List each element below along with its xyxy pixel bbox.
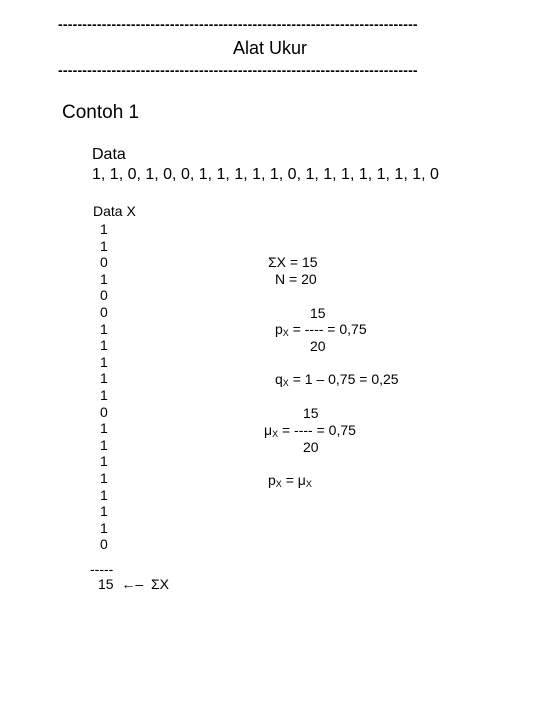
data-x-value: 0 [100,536,108,553]
header-rule-bottom: -------------------------------------------------------------------------- [58,62,418,78]
header-rule-top: -------------------------------------------------------------------------- [58,16,418,32]
px-denominator: 20 [310,338,326,354]
data-x-column [100,221,108,553]
data-x-value: 1 [100,320,108,337]
section-heading: Contoh 1 [62,102,140,123]
data-x-value: 1 [100,386,108,403]
data-x-value: 1 [100,353,108,370]
mux-numerator: 15 [303,405,319,421]
data-x-value: 1 [100,337,108,354]
column-underline: ----- [90,561,114,577]
data-values: 1, 1, 0, 1, 0, 0, 1, 1, 1, 1, 1, 0, 1, 1, 1, 1, 1, 1, 1, 0 [92,166,439,183]
column-sum: 15 [98,576,114,592]
data-x-value: 0 [100,303,108,320]
page-title: Alat Ukur [232,38,308,58]
mux-denominator: 20 [303,439,319,455]
data-x-value: 1 [100,237,108,254]
formula-qx: $q_X = 1 - 0,75 = 0,25$ [275,371,399,388]
data-x-value: 1 [100,453,108,470]
data-x-value: 1 [100,436,108,453]
left-arrow-icon: ←– [121,576,144,592]
data-x-value: 1 [100,270,108,287]
formula-px-equals-mux: $p_X = \mu_X$ [268,472,312,489]
data-x-value: 1 [100,519,108,536]
data-x-value: 1 [100,503,108,520]
formula-mux: $\mu_X$ = ---- = 0,75 [264,422,356,439]
sum-symbol: ΣX [150,576,169,592]
formula-sum-x: ΣX = 15 [268,254,318,270]
column-sum-row [98,576,169,592]
data-x-value: 0 [100,287,108,304]
data-x-value: 1 [100,486,108,503]
data-x-value: 1 [100,221,108,237]
data-x-value: 0 [100,254,108,271]
data-label: Data [92,146,126,163]
data-x-value: 1 [100,469,108,486]
data-x-value: 0 [100,403,108,420]
px-numerator: 15 [310,305,326,321]
data-x-value: 1 [100,420,108,437]
formula-px: $p_X$ = ---- = 0,75 [275,321,367,338]
formula-n: N = 20 [275,271,317,287]
column-label: Data X [93,203,136,219]
data-x-value: 1 [100,370,108,387]
